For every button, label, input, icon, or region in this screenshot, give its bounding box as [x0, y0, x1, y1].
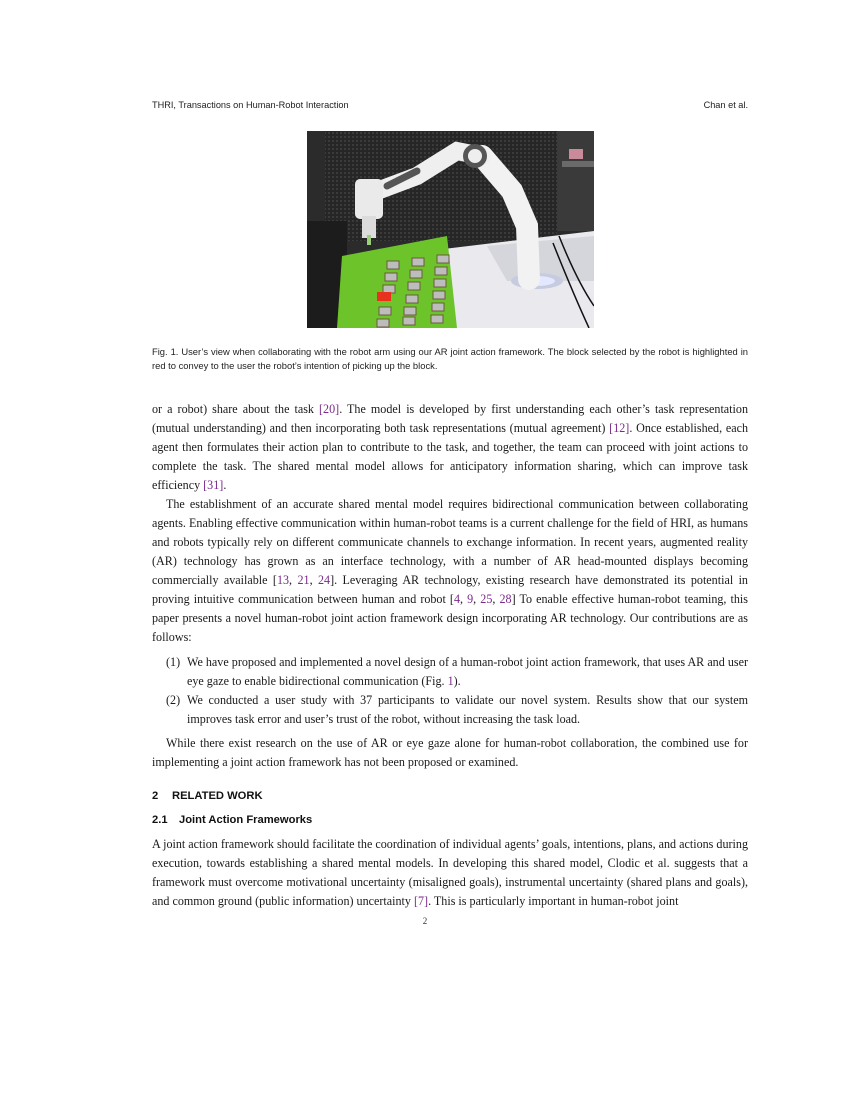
list-number: (2)	[166, 693, 181, 707]
citation-link[interactable]: 4	[453, 592, 460, 606]
section-number: 2	[152, 790, 159, 802]
paragraph-shared-mental-model	[152, 400, 748, 495]
text: ]. Leveraging AR technology, existing research have demonstrated its potential in proving intuitive communication between human and robot [	[152, 573, 748, 606]
text: or a robot) share about the task	[152, 402, 320, 416]
paragraph-bidirectional-communication	[152, 495, 748, 647]
subsection-title: Joint Action Frameworks	[179, 814, 313, 826]
section-heading	[152, 790, 263, 802]
subsection-number: 2.1	[152, 814, 168, 826]
text: We have proposed and implemented a novel design of a human-robot joint action framework, that uses AR and user eye gaze to enable bidirectional communication (Fig.	[187, 655, 748, 688]
figure-robot-arm-photo	[307, 131, 594, 328]
contributions-list	[152, 653, 748, 729]
citation-link[interactable]: 21	[297, 573, 310, 587]
robot-arm-image	[307, 131, 594, 328]
separator: ,	[473, 592, 481, 606]
text: ).	[453, 674, 461, 688]
separator: ,	[492, 592, 500, 606]
citation-link[interactable]: 24	[317, 573, 331, 587]
citation-link[interactable]: 25	[480, 592, 493, 606]
citation-link[interactable]: 28	[499, 592, 512, 606]
paragraph-joint-action-frameworks	[152, 835, 748, 911]
journal-name: THRI, Transactions on Human-Robot Interaction	[152, 100, 349, 110]
separator: ,	[309, 573, 318, 587]
figure-reference-link[interactable]: 1	[447, 674, 454, 688]
separator: ,	[289, 573, 298, 587]
citation-link[interactable]: [31]	[203, 478, 224, 492]
text: . This is particularly important in human-robot joint	[428, 894, 679, 908]
text: A joint action framework should facilitate the coordination of individual agents’ goals, intentions, plans, and actions during execution, towards establishing a shared mental models. In developing this shared model, Clodic et al. suggests that a framework must overcome motivational uncertainty (misaligned goals), instrumental uncertainty (shared plans and goals), and common ground (public information) uncertainty	[152, 837, 748, 908]
text: .	[223, 478, 227, 492]
text: While there exist research on the use of AR or eye gaze alone for human-robot collaboration, the combined use for implementing a joint action framework has not been proposed or examined.	[152, 736, 748, 769]
subsection-heading	[152, 814, 312, 826]
highlighted-block	[377, 292, 391, 301]
citation-link[interactable]: [20]	[319, 402, 340, 416]
list-number: (1)	[166, 655, 181, 669]
text: The establishment of an accurate shared mental model requires bidirectional communication between collaborating agents. Enabling effective communication within human-robot teams is a current challenge for the field of HRI, as humans and robots typically rely on different communicate channels to exchange information. In recent years, augmented reality (AR) technology has grown as an interface technology, with a number of AR head-mounted displays becoming commercially available [	[152, 497, 748, 587]
section-title: RELATED WORK	[172, 790, 263, 802]
text: We conducted a user study with 37 participants to validate our novel system. Results show that our system improves task error and user’s trust of the robot, without increasing the task load.	[187, 693, 748, 726]
running-header	[152, 100, 748, 110]
citation-link[interactable]: 13	[276, 573, 290, 587]
figure-caption: Fig. 1. User’s view when collaborating with the robot arm using our AR joint action framework. The block selected by the robot is highlighted in red to convey to the user the robot’s intention of picking up the block.	[152, 346, 748, 371]
text: . The model is developed by first understanding each other’s task representation (mutual understanding) and then incorporating both task representations (mutual agreement)	[152, 402, 748, 435]
text: ] To enable effective human-robot teaming, this paper presents a novel human-robot joint action framework design incorporating AR technology. Our contributions are as follows:	[152, 592, 749, 644]
page-number: 2	[422, 916, 428, 926]
paragraph-research-gap	[152, 734, 748, 772]
contribution-item-2	[152, 691, 748, 729]
text: . Once established, each agent then formulates their action plan to contribute to the task, and together, the team can proceed with joint actions to complete the task. The shared mental model allows for anticipatory information sharing, which can improve task efficiency	[152, 421, 748, 492]
contribution-item-1	[152, 653, 748, 691]
citation-link[interactable]: [7]	[413, 894, 429, 908]
author-names: Chan et al.	[703, 100, 748, 110]
citation-link[interactable]: [12]	[609, 421, 630, 435]
citation-link[interactable]: 9	[467, 592, 474, 606]
separator: ,	[460, 592, 468, 606]
